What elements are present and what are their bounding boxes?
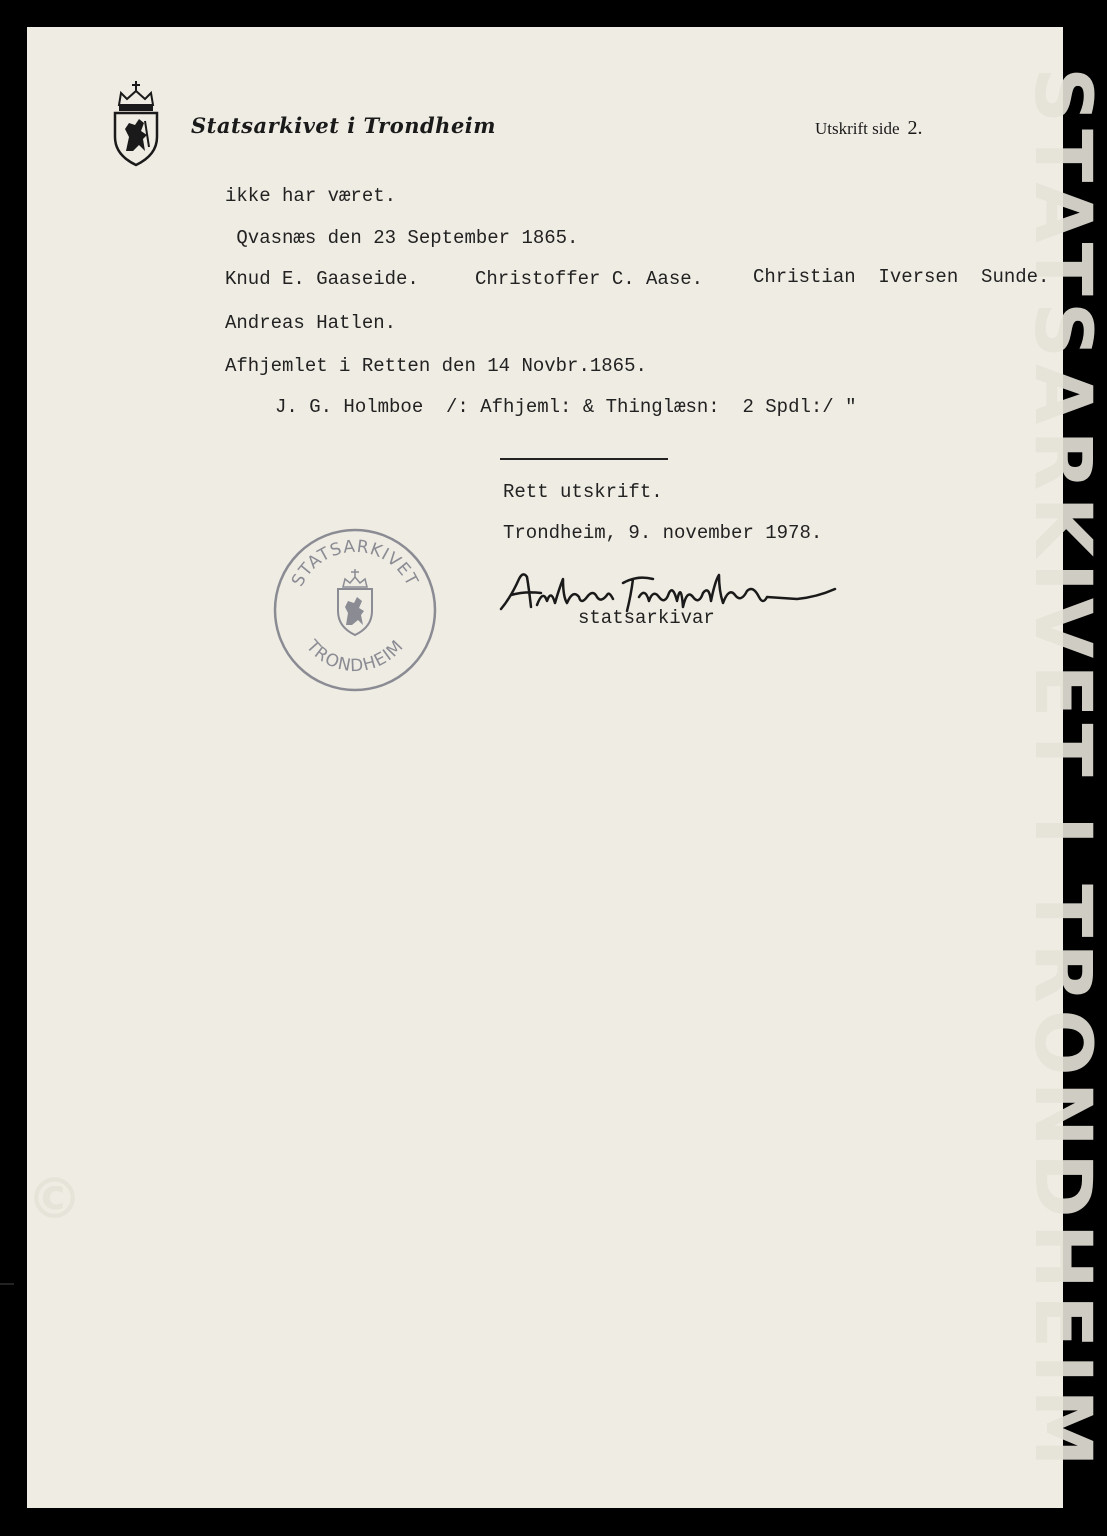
archive-stamp <box>272 527 438 693</box>
svg-text:TRONDHEIM <box>301 636 408 677</box>
place-date-line: Trondheim, 9. november 1978. <box>503 522 823 544</box>
watermark: STATSARKIVET I TRONDHEIM <box>1017 67 1107 1473</box>
text-line: Christoffer C. Aase. <box>475 268 704 290</box>
certification-line: Rett utskrift. <box>503 481 663 503</box>
watermark-fragment: © <box>22 1167 87 1232</box>
norwegian-crest-icon <box>111 79 161 167</box>
stamp-crest-icon <box>338 569 372 635</box>
text-line: J. G. Holmboe /: Afhjeml: & Thinglæsn: 2 Spdl:/ " <box>275 396 857 418</box>
stamp-top-text: STATSARKIVET <box>288 536 422 590</box>
page-number: 2. <box>907 117 923 139</box>
stamp-bottom-text: TRONDHEIM <box>302 636 408 677</box>
text-line: ikke har været. <box>225 185 397 207</box>
page-label <box>815 117 923 140</box>
page-label-text: Utskrift side <box>815 119 900 138</box>
text-line: Andreas Hatlen. <box>225 312 397 334</box>
document-page <box>22 27 1107 1508</box>
text-line: Afhjemlet i Retten den 14 Novbr.1865. <box>225 355 647 377</box>
text-line: Qvasnæs den 23 September 1865. <box>225 227 579 249</box>
signer-title: statsarkivar <box>578 607 715 629</box>
text-line: Christian Iversen Sunde. <box>753 266 1050 288</box>
scan-edge-mark <box>0 1283 14 1285</box>
divider <box>500 458 668 460</box>
institution-name: Statsarkivet i Trondheim <box>191 113 497 138</box>
text-line: Knud E. Gaaseide. <box>225 268 419 290</box>
